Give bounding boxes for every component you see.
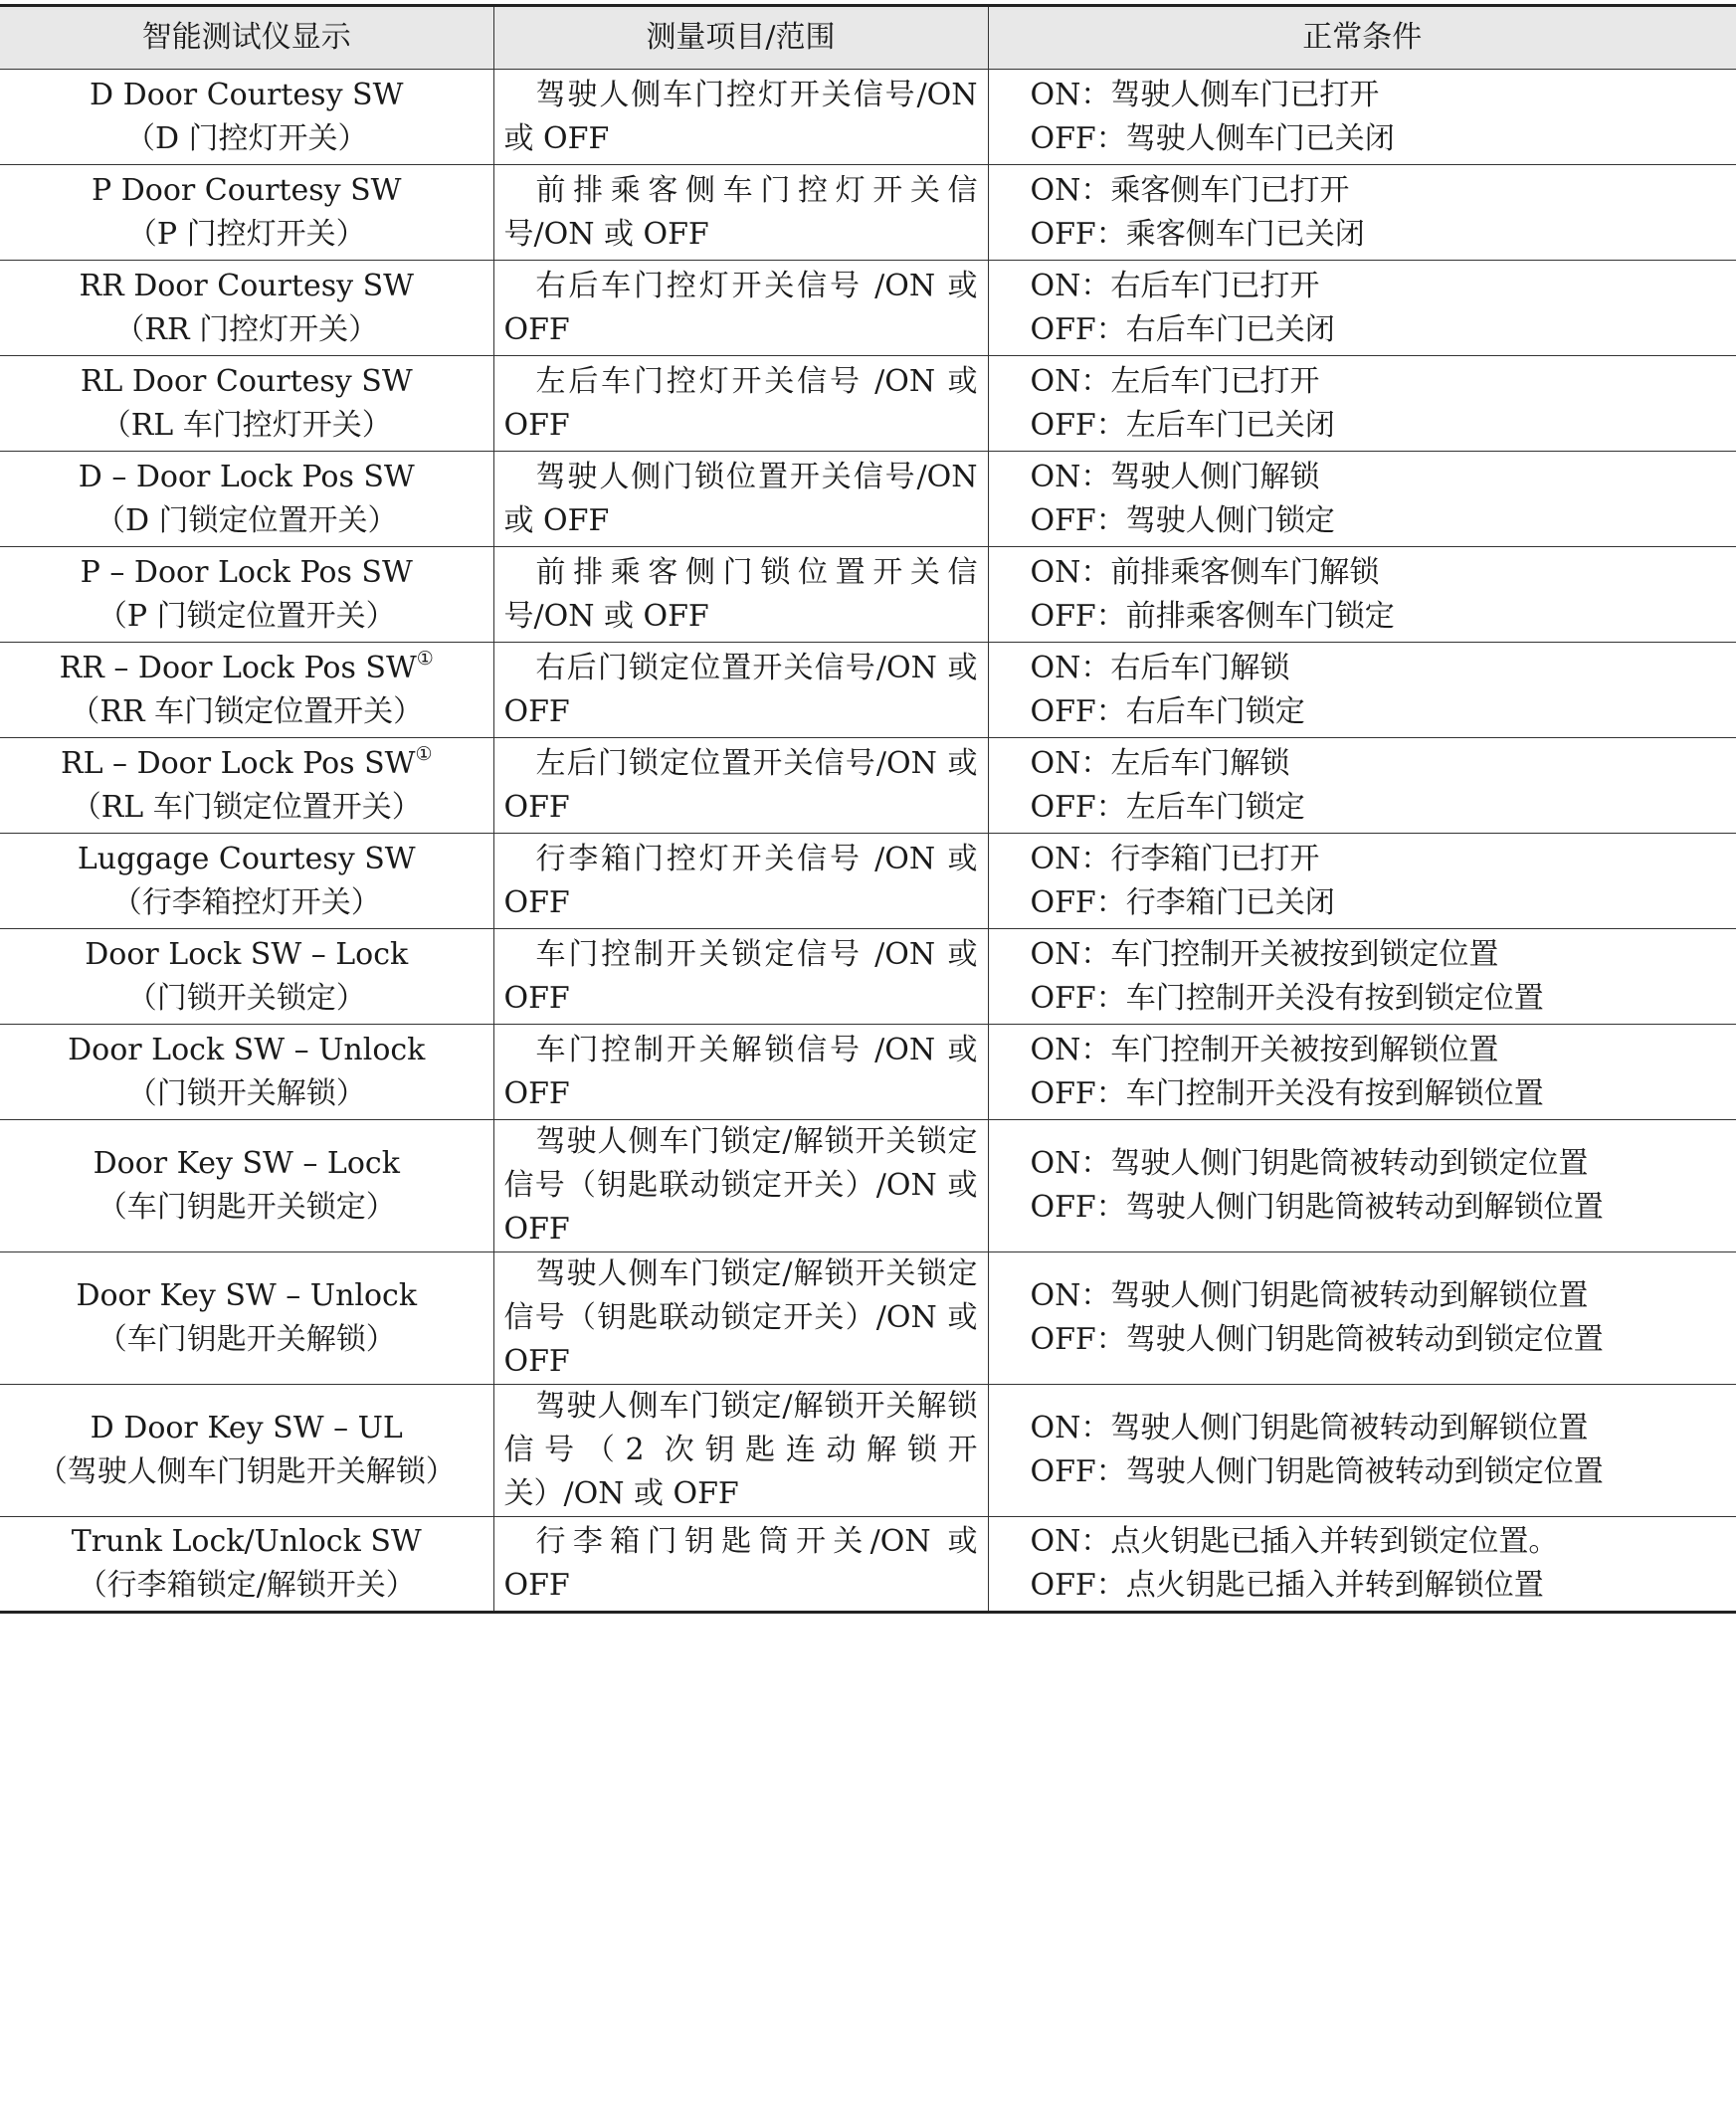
measure-cell: 左后门锁定位置开关信号/ON 或 OFF <box>493 738 988 834</box>
measure-cell: 驾驶人侧车门控灯开关信号/ON 或 OFF <box>493 70 988 165</box>
condition-cell: ON：驾驶人侧门解锁 OFF：驾驶人侧门锁定 <box>988 452 1736 547</box>
measure-cell: 前排乘客侧车门控灯开关信号/ON 或 OFF <box>493 165 988 261</box>
table-row <box>0 738 1736 834</box>
measure-cell: 驾驶人侧车门锁定/解锁开关锁定信号（钥匙联动锁定开关）/ON 或 OFF <box>493 1120 988 1252</box>
table-row <box>0 1385 1736 1517</box>
display-cell: Door Lock SW – Unlock （门锁开关解锁） <box>0 1025 493 1120</box>
display-cell: D Door Courtesy SW （D 门控灯开关） <box>0 70 493 165</box>
condition-cell: ON：左后车门解锁 OFF：左后车门锁定 <box>988 738 1736 834</box>
measure-cell: 车门控制开关解锁信号 /ON 或 OFF <box>493 1025 988 1120</box>
condition-cell: ON：右后车门已打开 OFF：右后车门已关闭 <box>988 261 1736 356</box>
display-cell: Trunk Lock/Unlock SW （行李箱锁定/解锁开关） <box>0 1517 493 1613</box>
display-cell: D – Door Lock Pos SW （D 门锁定位置开关） <box>0 452 493 547</box>
table-row <box>0 1120 1736 1252</box>
display-cell: RR Door Courtesy SW （RR 门控灯开关） <box>0 261 493 356</box>
condition-cell: ON：驾驶人侧门钥匙筒被转动到解锁位置 OFF：驾驶人侧门钥匙筒被转动到锁定位置 <box>988 1385 1736 1517</box>
table-row <box>0 452 1736 547</box>
display-cell: P Door Courtesy SW （P 门控灯开关） <box>0 165 493 261</box>
condition-cell: ON：右后车门解锁 OFF：右后车门锁定 <box>988 643 1736 738</box>
condition-cell: ON：驾驶人侧车门已打开 OFF：驾驶人侧车门已关闭 <box>988 70 1736 165</box>
table-row <box>0 1025 1736 1120</box>
test-data-table <box>0 4 1736 1614</box>
table-row <box>0 70 1736 165</box>
measure-cell: 右后车门控灯开关信号 /ON 或 OFF <box>493 261 988 356</box>
display-cell: D Door Key SW – UL （驾驶人侧车门钥匙开关解锁） <box>0 1385 493 1517</box>
table-row <box>0 547 1736 643</box>
condition-cell: ON：左后车门已打开 OFF：左后车门已关闭 <box>988 356 1736 452</box>
display-cell: RL Door Courtesy SW （RL 车门控灯开关） <box>0 356 493 452</box>
condition-cell: ON：车门控制开关被按到锁定位置 OFF：车门控制开关没有按到锁定位置 <box>988 929 1736 1025</box>
condition-cell: ON：点火钥匙已插入并转到锁定位置。 OFF：点火钥匙已插入并转到解锁位置 <box>988 1517 1736 1613</box>
table-row <box>0 929 1736 1025</box>
table-row <box>0 834 1736 929</box>
display-cell: Door Key SW – Lock （车门钥匙开关锁定） <box>0 1120 493 1252</box>
table-row <box>0 165 1736 261</box>
display-cell: Door Lock SW – Lock （门锁开关锁定） <box>0 929 493 1025</box>
measure-cell: 行李箱门钥匙筒开关/ON 或 OFF <box>493 1517 988 1613</box>
table-row <box>0 261 1736 356</box>
measure-cell: 行李箱门控灯开关信号 /ON 或 OFF <box>493 834 988 929</box>
table-row <box>0 643 1736 738</box>
condition-cell: ON：驾驶人侧门钥匙筒被转动到解锁位置 OFF：驾驶人侧门钥匙筒被转动到锁定位置 <box>988 1252 1736 1385</box>
table-row <box>0 1252 1736 1385</box>
condition-cell: ON：驾驶人侧门钥匙筒被转动到锁定位置 OFF：驾驶人侧门钥匙筒被转动到解锁位置 <box>988 1120 1736 1252</box>
display-cell: P – Door Lock Pos SW （P 门锁定位置开关） <box>0 547 493 643</box>
condition-cell: ON：车门控制开关被按到解锁位置 OFF：车门控制开关没有按到解锁位置 <box>988 1025 1736 1120</box>
measure-cell: 驾驶人侧车门锁定/解锁开关解锁信号（2 次钥匙连动解锁开关）/ON 或 OFF <box>493 1385 988 1517</box>
display-cell: RR – Door Lock Pos SW① （RR 车门锁定位置开关） <box>0 643 493 738</box>
condition-cell: ON：前排乘客侧车门解锁 OFF：前排乘客侧车门锁定 <box>988 547 1736 643</box>
measure-cell: 左后车门控灯开关信号 /ON 或 OFF <box>493 356 988 452</box>
table-row <box>0 1517 1736 1613</box>
display-cell: Luggage Courtesy SW （行李箱控灯开关） <box>0 834 493 929</box>
measure-cell: 前排乘客侧门锁位置开关信号/ON 或 OFF <box>493 547 988 643</box>
table-row <box>0 356 1736 452</box>
display-cell: RL – Door Lock Pos SW① （RL 车门锁定位置开关） <box>0 738 493 834</box>
condition-cell: ON：行李箱门已打开 OFF：行李箱门已关闭 <box>988 834 1736 929</box>
measure-cell: 车门控制开关锁定信号 /ON 或 OFF <box>493 929 988 1025</box>
measure-cell: 右后门锁定位置开关信号/ON 或 OFF <box>493 643 988 738</box>
measure-cell: 驾驶人侧门锁位置开关信号/ON 或 OFF <box>493 452 988 547</box>
header-display: 智能测试仪显示 <box>0 6 493 70</box>
display-cell: Door Key SW – Unlock （车门钥匙开关解锁） <box>0 1252 493 1385</box>
footnote-marker: ① <box>416 647 434 670</box>
condition-cell: ON：乘客侧车门已打开 OFF：乘客侧车门已关闭 <box>988 165 1736 261</box>
measure-cell: 驾驶人侧车门锁定/解锁开关锁定信号（钥匙联动锁定开关）/ON 或 OFF <box>493 1252 988 1385</box>
footnote-marker: ① <box>415 742 433 765</box>
header-condition: 正常条件 <box>988 6 1736 70</box>
table-header-row <box>0 6 1736 70</box>
header-measure: 测量项目/范围 <box>493 6 988 70</box>
